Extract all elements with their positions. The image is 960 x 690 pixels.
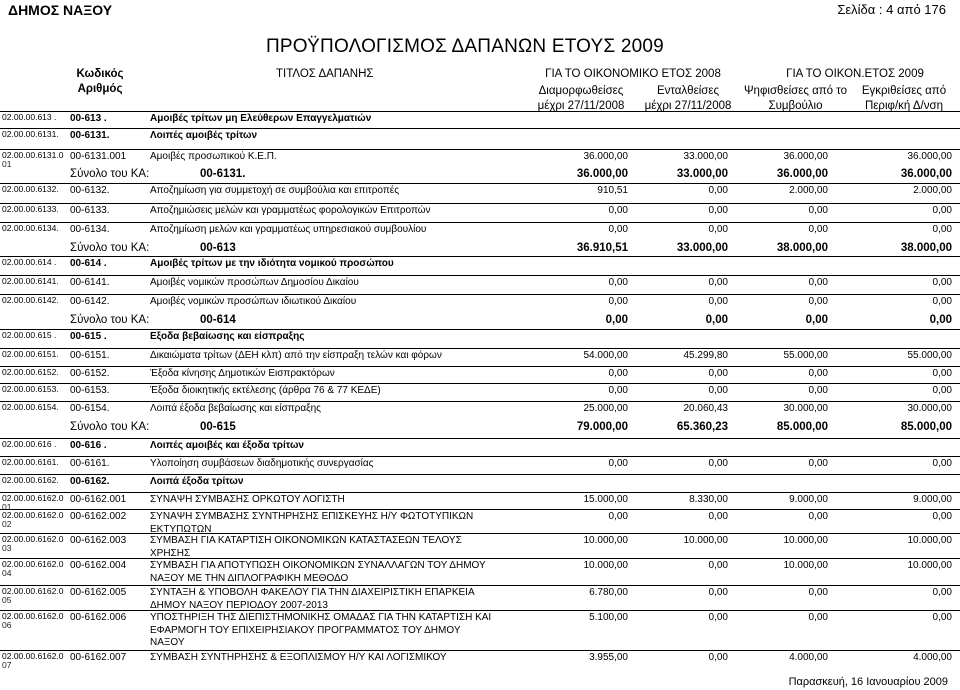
- total-code: 00-614: [200, 314, 236, 326]
- description-line: Αμοιβές προσωπικού Κ.Ε.Π.: [150, 151, 277, 162]
- amount-voted: 0,00: [805, 314, 828, 326]
- account-id: 02.00.00.6162.0: [2, 534, 64, 544]
- page-number: Σελίδα : 4 από 176: [837, 2, 946, 17]
- amount-ordered: 0,00: [708, 652, 728, 663]
- amount-voted: 4.000,00: [789, 652, 828, 663]
- amount-approved: 0,00: [932, 587, 952, 598]
- amount-ordered: 20.060,43: [683, 403, 728, 414]
- amount-voted: 9.000,00: [789, 494, 828, 505]
- amount-voted: 0,00: [808, 612, 828, 623]
- row-divider: [0, 256, 960, 257]
- row-divider: [0, 275, 960, 276]
- description-line: Αμοιβές τρίτων μη Ελεύθερων Επαγγελματιών: [150, 113, 372, 124]
- description-line: ΣΥΝΑΨΗ ΣΥΜΒΑΣΗΣ ΣΥΝΤΗΡΗΣΗΣ ΕΠΙΣΚΕΥΗΣ Η/Υ ΦΩΤΟΤΥΠΙΚΩΝ: [150, 511, 474, 522]
- amount-approved: 36.000,00: [900, 168, 952, 180]
- col-fy2008-header: [528, 67, 738, 82]
- amount-approved: 0,00: [932, 511, 952, 522]
- row-divider: [0, 585, 960, 586]
- account-id-suffix: 01: [2, 159, 12, 169]
- amount-voted: 0,00: [808, 296, 828, 307]
- total-code: 00-613: [200, 242, 236, 254]
- amount-approved: 4.000,00: [913, 652, 952, 663]
- amount-ordered: 45.299,80: [683, 350, 728, 361]
- description-line: Αμοιβές τρίτων με την ιδιότητα νομικού προσώπου: [150, 258, 394, 269]
- row-divider: [0, 650, 960, 651]
- account-id: 02.00.00.6162.0: [2, 611, 64, 621]
- description-line: Έξοδα κίνησης Δημοτικών Εισπρακτόρων: [150, 368, 335, 379]
- row-divider: [0, 474, 960, 475]
- account-id: 02.00.00.6142.: [2, 295, 59, 305]
- description-line: Αμοιβές νομικών προσώπων Δημοσίου Δικαίου: [150, 277, 359, 288]
- account-id: 02.00.00.6131.0: [2, 150, 64, 160]
- account-code: 00-6161.: [70, 458, 110, 469]
- amount-formed: 0,00: [608, 205, 628, 216]
- amount-approved: 30.000,00: [907, 403, 952, 414]
- amount-approved: 0,00: [932, 205, 952, 216]
- account-description: [150, 368, 335, 381]
- amount-voted: 0,00: [808, 205, 828, 216]
- account-code: 00-6154.: [70, 403, 110, 414]
- description-line: ΔΗΜΟΥ ΝΑΞΟΥ ΠΕΡΙΟΔΟΥ 2007-2013: [150, 599, 328, 611]
- account-code: 00-6153.: [70, 385, 110, 396]
- fy2009-label: ΓΙΑ ΤΟ ΟΙΚΟΝ.ΕΤΟΣ 2009: [786, 68, 924, 80]
- amount-voted: 0,00: [808, 458, 828, 469]
- col-ordered-header: Ενταλθείσες μέχρι 27/11/2008: [644, 85, 732, 112]
- description-line: ΝΑΞΟΥ: [150, 637, 185, 648]
- amount-ordered: 0,00: [708, 587, 728, 598]
- account-description: [150, 440, 304, 453]
- col-formed-header: Διαμορφωθείσες μέχρι 27/11/2008: [537, 85, 625, 112]
- amount-approved: 2.000,00: [913, 185, 952, 196]
- amount-approved: 38.000,00: [900, 242, 952, 254]
- account-code: 00-6131.: [70, 130, 110, 141]
- amount-ordered: 0,00: [708, 185, 728, 196]
- account-description: [150, 476, 243, 489]
- amount-formed: 0,00: [608, 458, 628, 469]
- row-divider: [0, 492, 960, 493]
- row-divider: [0, 111, 960, 112]
- col-code-label: Κωδικός: [76, 68, 124, 80]
- amount-formed: 0,00: [608, 277, 628, 288]
- account-id: 02.00.00.6162.0: [2, 493, 64, 503]
- account-description: [150, 612, 491, 650]
- row-divider: [0, 438, 960, 439]
- amount-formed: 0,00: [605, 314, 628, 326]
- account-code: 00-6133.: [70, 205, 110, 216]
- amount-ordered: 10.000,00: [683, 535, 728, 546]
- amount-approved: 0,00: [932, 296, 952, 307]
- amount-approved: 85.000,00: [900, 421, 952, 433]
- account-id: 02.00.00.6152.: [2, 367, 59, 377]
- amount-ordered: 0,00: [708, 560, 728, 571]
- amount-voted: 10.000,00: [783, 560, 828, 571]
- col-title-label: ΤΙΤΛΟΣ ΔΑΠΑΝΗΣ: [276, 68, 374, 80]
- amount-ordered: 33.000,00: [676, 242, 728, 254]
- amount-ordered: 0,00: [708, 205, 728, 216]
- row-divider: [0, 149, 960, 150]
- amount-voted: 0,00: [808, 224, 828, 235]
- amount-formed: 3.955,00: [589, 652, 628, 663]
- amount-approved: 9.000,00: [913, 494, 952, 505]
- amount-ordered: 0,00: [708, 277, 728, 288]
- page-title: ΠΡΟΫΠΟΛΟΓΙΣΜΟΣ ΔΑΠΑΝΩΝ ΕΤΟΥΣ 2009: [266, 36, 664, 57]
- description-line: Λοιπές αμοιβές τρίτων: [150, 130, 258, 141]
- account-id: 02.00.00.6132.: [2, 184, 59, 194]
- account-id: 02.00.00.614 .: [2, 257, 57, 267]
- row-divider: [0, 558, 960, 559]
- row-divider: [0, 383, 960, 384]
- amount-voted: 2.000,00: [789, 185, 828, 196]
- account-id: 02.00.00.6162.0: [2, 651, 64, 661]
- fy2008-label: ΓΙΑ ΤΟ ΟΙΚΟΝΟΜΙΚΟ ΕΤΟΣ 2008: [545, 68, 721, 80]
- account-id: 02.00.00.6154.: [2, 402, 59, 412]
- account-description: [150, 296, 356, 309]
- account-id: 02.00.00.6133.: [2, 204, 59, 214]
- account-code: 00-614 .: [70, 258, 107, 269]
- account-description: [150, 560, 486, 585]
- total-label: Σύνολο του ΚΑ:: [70, 421, 150, 433]
- amount-formed: 0,00: [608, 385, 628, 396]
- amount-formed: 0,00: [608, 511, 628, 522]
- account-code: 00-615 .: [70, 331, 107, 342]
- account-id: 02.00.00.6162.0: [2, 510, 64, 520]
- amount-ordered: 0,00: [708, 458, 728, 469]
- amount-approved: 0,00: [929, 314, 952, 326]
- description-line: ΧΡΗΣΗΣ: [150, 547, 191, 559]
- amount-approved: 0,00: [932, 224, 952, 235]
- account-id: 02.00.00.6131.: [2, 129, 59, 139]
- account-id-suffix: 05: [2, 595, 12, 605]
- account-description: [150, 587, 475, 612]
- account-description: [150, 113, 371, 126]
- description-line: Λοιπά έξοδα βεβαίωσης και είσπραξης: [150, 403, 321, 414]
- amount-voted: 55.000,00: [783, 350, 828, 361]
- account-id-suffix: 02: [2, 519, 12, 529]
- amount-approved: 10.000,00: [907, 560, 952, 571]
- description-line: ΣΥΜΒΑΣΗ ΓΙΑ ΚΑΤΑΡΤΙΣΗ ΟΙΚΟΝΟΜΙΚΩΝ ΚΑΤΑΣΤΑΣΕΩΝ ΤΕΛΟΥΣ: [150, 535, 462, 546]
- account-code: 00-6162.006: [70, 612, 127, 623]
- amount-approved: 0,00: [932, 385, 952, 396]
- description-line: ΣΥΝΤΑΞΗ & ΥΠΟΒΟΛΗ ΦΑΚΕΛΟΥ ΓΙΑ ΤΗΝ ΔΙΑΧΕΙΡΙΣΤΙΚΗ ΕΠΑΡΚΕΙΑ: [150, 587, 475, 598]
- amount-ordered: 0,00: [708, 612, 728, 623]
- amount-approved: 36.000,00: [907, 151, 952, 162]
- row-divider: [0, 203, 960, 204]
- description-line: Αποζημιώσεις μελών και γραμματέως φορολογικών Επιτροπών: [150, 205, 431, 216]
- amount-ordered: 0,00: [705, 314, 728, 326]
- account-description: [150, 331, 304, 344]
- description-line: Εξοδα βεβαίωσης και είσπραξης: [150, 331, 305, 342]
- amount-approved: 0,00: [932, 612, 952, 623]
- account-code: 00-6152.: [70, 368, 110, 379]
- account-code: 00-6162.004: [70, 560, 127, 571]
- amount-formed: 10.000,00: [583, 535, 628, 546]
- description-line: Αποζημίωση μελών και γραμματέως υπηρεσιακού συμβουλίου: [150, 224, 427, 235]
- description-line: Αποζημίωση για συμμετοχή σε συμβούλια και επιτροπές: [150, 185, 400, 196]
- description-line: Δικαιώματα τρίτων (ΔΕΗ κλπ) από την είσπραξη τελών και φόρων: [150, 350, 442, 361]
- total-label: Σύνολο του ΚΑ:: [70, 168, 150, 180]
- amount-approved: 0,00: [932, 368, 952, 379]
- account-id: 02.00.00.6162.0: [2, 559, 64, 569]
- total-label: Σύνολο του ΚΑ:: [70, 242, 150, 254]
- description-line: ΕΦΑΡΜΟΓΗ ΤΟΥ ΕΠΙΧΕΙΡΗΣΙΑΚΟΥ ΠΡΟΓΡΑΜΜΑΤΟΣ ΤΟΥ ΔΗΜΟΥ: [150, 624, 461, 636]
- amount-ordered: 33.000,00: [683, 151, 728, 162]
- amount-voted: 0,00: [808, 587, 828, 598]
- total-label: Σύνολο του ΚΑ:: [70, 314, 150, 326]
- account-id: 02.00.00.616 .: [2, 439, 57, 449]
- account-id: 02.00.00.6141.: [2, 276, 59, 286]
- description-line: ΣΥΜΒΑΣΗ ΣΥΝΤΗΡΗΣΗΣ & ΕΞΟΠΛΙΣΜΟΥ Η/Υ ΚΑΙ ΛΟΓΙΣΜΙΚΟΥ: [150, 652, 447, 663]
- account-id-suffix: 06: [2, 620, 12, 630]
- account-code: 00-6162.002: [70, 511, 127, 522]
- row-divider: [0, 183, 960, 184]
- description-line: ΣΥΝΑΨΗ ΣΥΜΒΑΣΗΣ ΟΡΚΩΤΟΥ ΛΟΓΙΣΤΗ: [150, 494, 345, 505]
- description-line: Αμοιβές νομικών προσώπων ιδιωτικού Δικαίου: [150, 296, 357, 307]
- amount-formed: 0,00: [608, 368, 628, 379]
- account-code: 00-6151.: [70, 350, 110, 361]
- amount-voted: 30.000,00: [783, 403, 828, 414]
- amount-formed: 910,51: [597, 185, 628, 196]
- amount-ordered: 0,00: [708, 368, 728, 379]
- row-divider: [0, 222, 960, 223]
- amount-formed: 6.780,00: [589, 587, 628, 598]
- total-code: 00-6131.: [200, 168, 246, 180]
- row-divider: [0, 533, 960, 534]
- amount-voted: 0,00: [808, 385, 828, 396]
- amount-ordered: 0,00: [708, 385, 728, 396]
- amount-voted: 0,00: [808, 277, 828, 288]
- description-line: Έξοδα διοικητικής εκτέλεσης (άρθρα 76 & 77 ΚΕΔΕ): [150, 385, 381, 396]
- amount-formed: 10.000,00: [583, 560, 628, 571]
- amount-formed: 0,00: [608, 296, 628, 307]
- account-description: [150, 403, 321, 416]
- amount-approved: 0,00: [932, 277, 952, 288]
- account-id-suffix: 03: [2, 543, 12, 553]
- row-divider: [0, 401, 960, 402]
- account-code: 00-6162.007: [70, 652, 127, 663]
- amount-approved: 10.000,00: [907, 535, 952, 546]
- account-id: 02.00.00.613 .: [2, 112, 57, 122]
- col-voted-header: Ψηφισθείσες από το Συμβούλιο: [743, 85, 848, 112]
- account-description: [150, 535, 462, 560]
- total-code: 00-615: [200, 421, 236, 433]
- description-line: Λοιπά έξοδα τρίτων: [150, 476, 244, 487]
- account-description: [150, 151, 277, 164]
- account-id: 02.00.00.6161.: [2, 457, 59, 467]
- account-description: [150, 652, 447, 665]
- amount-ordered: 8.330,00: [689, 494, 728, 505]
- account-id: 02.00.00.615 .: [2, 330, 57, 340]
- amount-voted: 0,00: [808, 511, 828, 522]
- amount-formed: 25.000,00: [583, 403, 628, 414]
- amount-approved: 55.000,00: [907, 350, 952, 361]
- amount-formed: 36.000,00: [583, 151, 628, 162]
- amount-voted: 10.000,00: [783, 535, 828, 546]
- account-description: [150, 350, 442, 363]
- description-line: ΣΥΜΒΑΣΗ ΓΙΑ ΑΠΟΤΥΠΩΣΗ ΟΙΚΟΝΟΜΙΚΩΝ ΣΥΝΑΛΛΑΓΩΝ ΤΟΥ ΔΗΜΟΥ: [150, 560, 486, 571]
- amount-formed: 36.910,51: [576, 242, 628, 254]
- account-description: [150, 130, 257, 143]
- account-description: [150, 494, 345, 507]
- account-id: 02.00.00.6151.: [2, 349, 59, 359]
- amount-formed: 0,00: [608, 224, 628, 235]
- org-name: ΔΗΜΟΣ ΝΑΞΟΥ: [8, 2, 113, 18]
- description-line: ΕΚΤΥΠΩΤΩΝ: [150, 523, 212, 535]
- row-divider: [0, 348, 960, 349]
- account-description: [150, 185, 399, 198]
- account-description: [150, 277, 359, 290]
- amount-ordered: 33.000,00: [676, 168, 728, 180]
- row-divider: [0, 128, 960, 129]
- col-fy2009-header: [750, 67, 960, 82]
- col-number-label: Αριθμός: [77, 83, 123, 95]
- account-code: 00-6134.: [70, 224, 110, 235]
- col-approved-header: Εγκριθείσες από Περιφ/κή Δ/νση: [861, 85, 947, 112]
- col-title-header: [276, 67, 374, 82]
- amount-ordered: 0,00: [708, 296, 728, 307]
- account-description: [150, 385, 381, 398]
- amount-ordered: 0,00: [708, 511, 728, 522]
- account-code: 00-6142.: [70, 296, 110, 307]
- amount-voted: 85.000,00: [776, 421, 828, 433]
- description-line: ΥΠΟΣΤΗΡΙΞΗ ΤΗΣ ΔΙΕΠΙΣΤΗΜΟΝΙΚΗΣ ΟΜΑΔΑΣ ΓΙΑ ΤΗΝ ΚΑΤΑΡΤΙΣΗ ΚΑΙ: [150, 612, 492, 623]
- account-code: 00-6162.005: [70, 587, 127, 598]
- account-code: 00-6162.001: [70, 494, 127, 505]
- account-code: 00-6162.: [70, 476, 110, 487]
- description-line: ΝΑΞΟΥ ΜΕ ΤΗΝ ΔΙΠΛΟΓΡΑΦΙΚΗ ΜΕΘΟΔΟ: [150, 572, 349, 584]
- account-description: [150, 205, 431, 218]
- row-divider: [0, 366, 960, 367]
- description-line: Υλοποίηση συμβάσεων διαδημοτικής συνεργασίας: [150, 458, 374, 469]
- row-divider: [0, 329, 960, 330]
- account-id-suffix: 04: [2, 568, 12, 578]
- account-description: [150, 258, 394, 271]
- amount-approved: 0,00: [932, 458, 952, 469]
- row-divider: [0, 294, 960, 295]
- amount-formed: 79.000,00: [576, 421, 628, 433]
- account-code: 00-6132.: [70, 185, 110, 196]
- amount-formed: 5.100,00: [589, 612, 628, 623]
- account-code: 00-613 .: [70, 113, 107, 124]
- amount-voted: 38.000,00: [776, 242, 828, 254]
- col-code-header: [70, 67, 130, 97]
- account-code: 00-616 .: [70, 440, 107, 451]
- amount-formed: 54.000,00: [583, 350, 628, 361]
- account-code: 00-6162.003: [70, 535, 127, 546]
- account-code: 00-6141.: [70, 277, 110, 288]
- account-description: [150, 224, 426, 237]
- account-id: 02.00.00.6134.: [2, 223, 59, 233]
- description-line: Λοιπές αμοιβές και έξοδα τρίτων: [150, 440, 304, 451]
- amount-voted: 36.000,00: [776, 168, 828, 180]
- amount-voted: 36.000,00: [783, 151, 828, 162]
- account-description: [150, 458, 373, 471]
- account-id-suffix: 01: [2, 502, 12, 512]
- account-id-suffix: 07: [2, 660, 12, 670]
- footer-date: Παρασκευή, 16 Ιανουαρίου 2009: [788, 676, 948, 688]
- amount-ordered: 65.360,23: [676, 421, 728, 433]
- account-id: 02.00.00.6153.: [2, 384, 59, 394]
- account-id: 02.00.00.6162.: [2, 475, 59, 485]
- amount-formed: 36.000,00: [576, 168, 628, 180]
- account-code: 00-6131.001: [70, 151, 127, 162]
- amount-voted: 0,00: [808, 368, 828, 379]
- account-id: 02.00.00.6162.0: [2, 586, 64, 596]
- row-divider: [0, 610, 960, 611]
- row-divider: [0, 509, 960, 510]
- amount-formed: 15.000,00: [583, 494, 628, 505]
- amount-ordered: 0,00: [708, 224, 728, 235]
- row-divider: [0, 456, 960, 457]
